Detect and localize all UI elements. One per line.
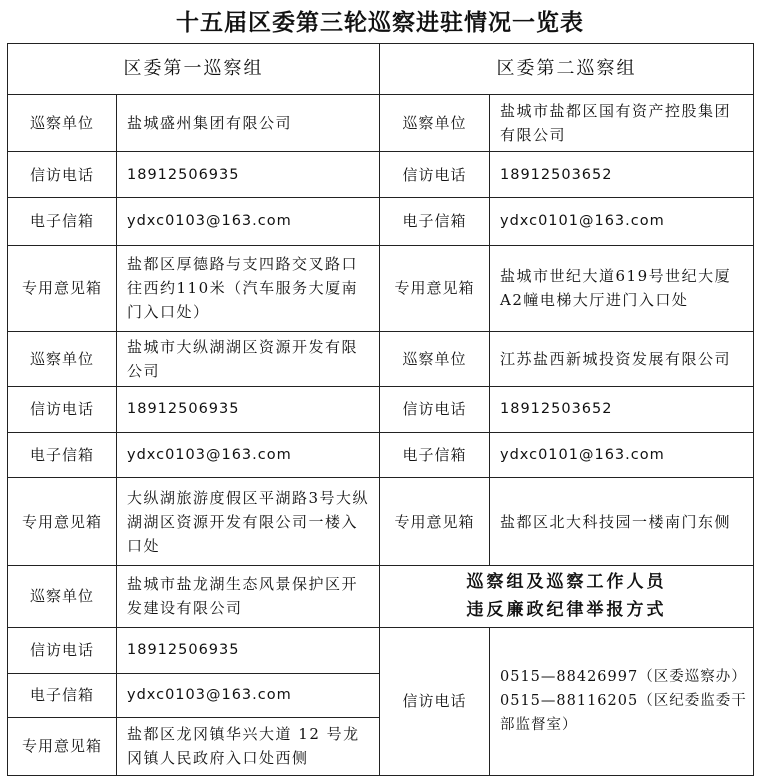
mailbox-label: 专用意见箱: [380, 245, 490, 331]
email-value: ydxc0103@163.com: [117, 198, 380, 245]
unit-label: 巡察单位: [8, 566, 117, 627]
email-label: 电子信箱: [8, 198, 117, 245]
table-row: [8, 566, 754, 627]
table-row: [8, 331, 754, 386]
table-row: [8, 627, 754, 673]
mailbox-label: 专用意见箱: [8, 717, 117, 775]
unit-name: 盐城盛州集团有限公司: [117, 95, 380, 152]
report-heading: [380, 566, 754, 627]
group1-header: 区委第一巡察组: [8, 44, 380, 95]
mailbox-label: 专用意见箱: [8, 245, 117, 331]
report-heading-line2: 违反廉政纪律举报方式: [466, 600, 667, 621]
report-contact-2: 0515—88116205（区纪委监委干部监督室）: [500, 693, 747, 734]
phone-value: 18912503652: [490, 386, 754, 432]
table-row: [8, 198, 754, 245]
table-row: [8, 478, 754, 566]
mailbox-location: 盐都区龙冈镇华兴大道 12 号龙冈镇人民政府入口处西侧: [117, 717, 380, 775]
mailbox-location: 大纵湖旅游度假区平湖路3号大纵湖湖区资源开发有限公司一楼入口处: [117, 478, 380, 566]
phone-value: 18912506935: [117, 152, 380, 198]
mailbox-label: 专用意见箱: [380, 478, 490, 566]
phone-value: 18912503652: [490, 152, 754, 198]
page-title: 十五届区委第三轮巡察进驻情况一览表: [176, 9, 584, 36]
table-row: [8, 245, 754, 331]
phone-label: 信访电话: [380, 386, 490, 432]
report-contacts: [490, 627, 754, 775]
table-row: [8, 95, 754, 152]
report-phone-label: 信访电话: [380, 627, 490, 775]
phone-value: 18912506935: [117, 627, 380, 673]
email-label: 电子信箱: [380, 198, 490, 245]
phone-label: 信访电话: [8, 152, 117, 198]
inspection-table: [7, 43, 754, 776]
phone-label: 信访电话: [380, 152, 490, 198]
report-contact-1: 0515—88426997（区委巡察办）: [500, 669, 747, 686]
email-value: ydxc0101@163.com: [490, 198, 754, 245]
unit-name: 盐城市盐都区国有资产控股集团有限公司: [490, 95, 754, 152]
email-value: ydxc0101@163.com: [490, 433, 754, 478]
unit-label: 巡察单位: [380, 95, 490, 152]
mailbox-location: 盐城市世纪大道619号世纪大厦A2幢电梯大厅进门入口处: [490, 245, 754, 331]
table-row: [8, 433, 754, 478]
group2-header: 区委第二巡察组: [380, 44, 754, 95]
email-value: ydxc0103@163.com: [117, 433, 380, 478]
mailbox-location: 盐都区北大科技园一楼南门东侧: [490, 478, 754, 566]
unit-label: 巡察单位: [8, 331, 117, 386]
table-row: [8, 386, 754, 432]
phone-value: 18912506935: [117, 386, 380, 432]
report-heading-line1: 巡察组及巡察工作人员: [466, 572, 667, 593]
unit-label: 巡察单位: [380, 331, 490, 386]
phone-label: 信访电话: [8, 386, 117, 432]
email-value: ydxc0103@163.com: [117, 673, 380, 717]
table-row: [8, 152, 754, 198]
email-label: 电子信箱: [8, 673, 117, 717]
email-label: 电子信箱: [380, 433, 490, 478]
mailbox-location: 盐都区厚德路与支四路交叉路口往西约110米（汽车服务大厦南门入口处）: [117, 245, 380, 331]
phone-label: 信访电话: [8, 627, 117, 673]
unit-name: 江苏盐西新城投资发展有限公司: [490, 331, 754, 386]
unit-name: 盐城市盐龙湖生态风景保护区开发建设有限公司: [117, 566, 380, 627]
unit-name: 盐城市大纵湖湖区资源开发有限公司: [117, 331, 380, 386]
unit-label: 巡察单位: [8, 95, 117, 152]
table-header-row: [8, 44, 754, 95]
email-label: 电子信箱: [8, 433, 117, 478]
mailbox-label: 专用意见箱: [8, 478, 117, 566]
